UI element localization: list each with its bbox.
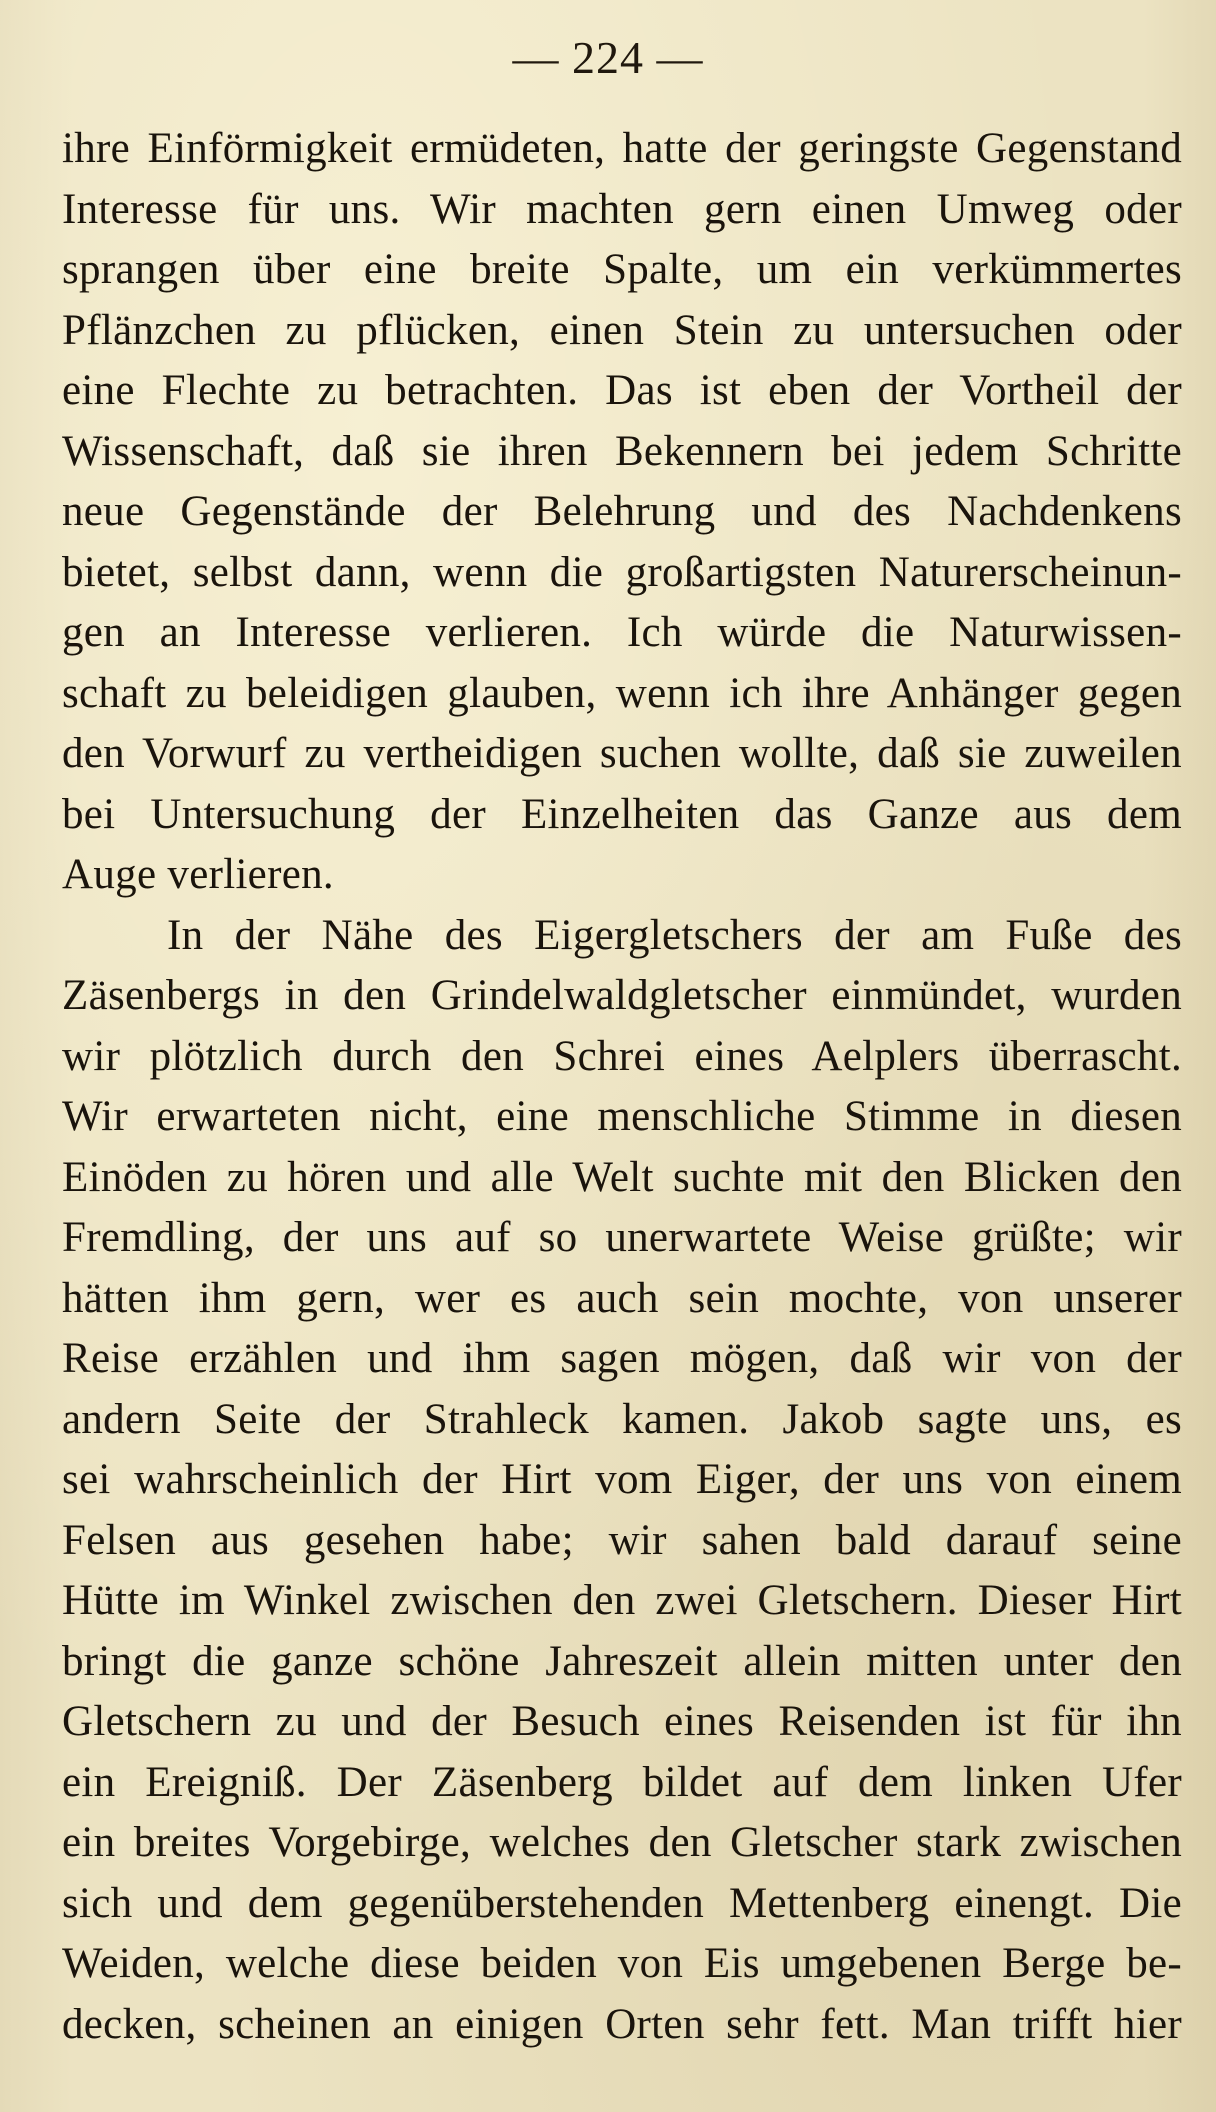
text-line: Zäsenbergs in den Grindelwaldgletscher einmündet, wurden [62,972,1182,1019]
text-line: andern Seite der Strahleck kamen. Jakob sagte uns, es [62,1395,1182,1443]
text-line: ein Ereigniß. Der Zäsenberg bildet auf dem linken Ufer [62,1758,1182,1806]
text-line: bringt die ganze schöne Jahreszeit allein mitten unter den [62,1637,1182,1685]
text-line: sich und dem gegenüberstehenden Mettenberg einengt. Die [62,1879,1182,1927]
text-line: Fremdling, der uns auf so unerwartete Weise grüßte; wir [62,1214,1182,1261]
text-line: gen an Interesse verlieren. Ich würde die Naturwissen- [62,609,1182,656]
text-line: bei Untersuchung der Einzelheiten das Ganze aus dem [62,790,1182,838]
text-line: schaft zu beleidigen glauben, wenn ich ihre Anhänger gegen [62,669,1182,717]
text-line: ihre Einförmigkeit ermüdeten, hatte der geringste Gegenstand [62,125,1182,172]
text-line: wir plötzlich durch den Schrei eines Aelplers überrascht. [62,1032,1182,1080]
text-line: sei wahrscheinlich der Hirt vom Eiger, der uns von einem [62,1456,1182,1503]
text-line: sprangen über eine breite Spalte, um ein verkümmertes [62,246,1182,293]
text-line: Reise erzählen und ihm sagen mögen, daß wir von der [62,1335,1182,1382]
text-line: Einöden zu hören und alle Welt suchte mit den Blicken den [62,1153,1182,1201]
text-line: Hütte im Winkel zwischen den zwei Gletschern. Dieser Hirt [62,1577,1182,1624]
text-line: Interesse für uns. Wir machten gern einen Umweg oder [62,185,1182,233]
text-line: ein breites Vorgebirge, welches den Gletscher stark zwischen [62,1819,1182,1866]
text-line: Wissenschaft, daß sie ihren Bekennern bei jedem Schritte [62,427,1182,475]
text-line: Weiden, welche diese beiden von Eis umgebenen Berge be- [62,1940,1182,1987]
page-number: — 224 — [512,32,704,83]
text-line: Wir erwarteten nicht, eine menschliche Stimme in diesen [62,1093,1182,1140]
text-line: Felsen aus gesehen habe; wir sahen bald darauf seine [62,1516,1182,1564]
text-line: hätten ihm gern, wer es auch sein mochte, von unserer [62,1274,1182,1322]
paragraph-end-line: Auge verlieren. [62,851,334,898]
text-line: Pflänzchen zu pflücken, einen Stein zu untersuchen oder [62,306,1182,354]
body-text [62,119,1182,2055]
text-line: bietet, selbst dann, wenn die großartigsten Naturerscheinun- [62,548,1182,596]
text-line: Gletschern zu und der Besuch eines Reisenden ist für ihn [62,1698,1182,1745]
text-line: neue Gegenstände der Belehrung und des Nachdenkens [62,488,1182,535]
text-line: decken, scheinen an einigen Orten sehr fett. Man trifft hier [62,2000,1182,2048]
text-line: eine Flechte zu betrachten. Das ist eben der Vortheil der [62,367,1182,414]
text-line: den Vorwurf zu vertheidigen suchen wollte, daß sie zuweilen [62,730,1182,777]
paragraph-start-line: In der Nähe des Eigergletschers der am Fuße des [167,911,1182,959]
